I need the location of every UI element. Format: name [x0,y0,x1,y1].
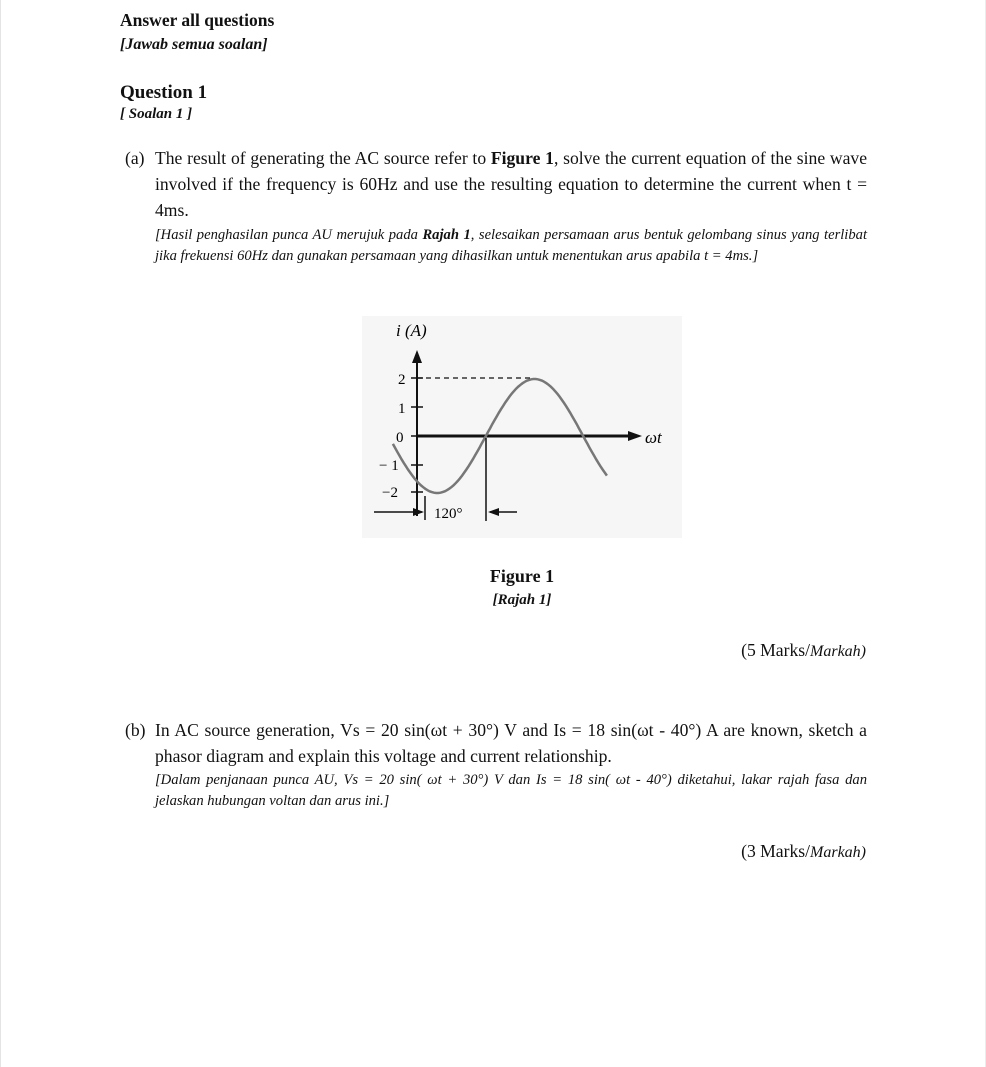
y-tick-label-2: 2 [398,372,406,388]
y-axis-label: i (A) [396,321,427,340]
y-tick-label-0: 0 [396,430,404,446]
figure-background [362,316,682,538]
figure-reference: Figure 1 [490,148,554,168]
part-a-text: The result of generating the AC source refer to Figure 1, solve the current equation of the sine wave involved if the frequency is 60Hz and use the resulting equation to determine the current when t = 4ms. [155,148,867,220]
part-a-marks: (5 Marks/Markah) [741,640,866,660]
y-tick-label-neg2: −2 [382,485,398,501]
part-a-label: (a) [125,148,145,168]
x-axis-label: ωt [645,428,662,447]
question-title: Question 1 [120,82,208,103]
phase-shift-label: 120° [434,506,463,522]
instruction-malay: [Jawab semua soalan] [120,36,268,53]
part-a-malay: [Hasil penghasilan punca AU merujuk pada Rajah 1, selesaikan persamaan arus bentuk gelombang sinus yang terlibat jika frekuensi 60Hz dan gunakan persamaan yang dihasilkan untuk menentukan arus apabila t = 4ms.] [155,227,868,264]
y-tick-label-1: 1 [398,401,406,417]
question-title-malay: [ Soalan 1 ] [120,106,193,122]
part-b-marks: (3 Marks/Markah) [741,841,866,861]
figure-1-sine-wave [362,316,682,538]
part-b-malay: [Dalam penjanaan punca AU, Vs = 20 sin( ωt + 30°) V dan Is = 18 sin( ωt - 40°) diketahui, lakar rajah fasa dan jelaskan hubungan voltan dan arus ini.] [155,772,867,809]
figure-caption: Figure 1 [489,566,555,586]
rajah-reference: Rajah 1 [422,227,471,243]
part-b-text: In AC source generation, Vs = 20 sin(ωt + 30°) V and Is = 18 sin(ωt - 40°) A are known, sketch a phasor diagram and explain this voltage and current relationship. [155,720,867,766]
y-tick-label-neg1: − 1 [379,458,399,474]
instruction-heading: Answer all questions [120,10,275,30]
figure-caption-malay: [Rajah 1] [492,592,552,608]
part-b-label: (b) [125,720,146,740]
